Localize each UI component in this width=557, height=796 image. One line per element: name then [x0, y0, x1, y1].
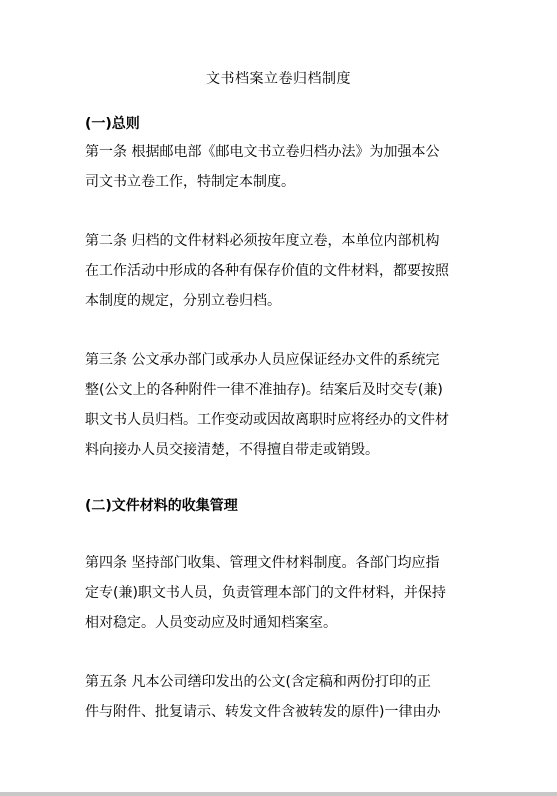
article-4-line-2: 定专(兼)职文书人员，负责管理本部门的文件材料，并保持 — [85, 585, 446, 601]
article-2-line-2: 在工作活动中形成的各种有保存价值的文件材料，都要按照 — [85, 263, 449, 279]
article-5 — [85, 667, 485, 727]
article-2-line-1: 第二条 归档的文件材料必须按年度立卷，本单位内部机构 — [85, 233, 440, 249]
article-2-line-3: 本制度的规定，分别立卷归档。 — [85, 293, 281, 309]
document-title: 文书档案立卷归档制度 — [206, 71, 351, 87]
article-3-line-3: 职文书人员归档。工作变动或因故离职时应将经办的文件材 — [85, 412, 449, 428]
article-5-line-2: 件与附件、批复请示、转发文件含被转发的原件)一律由办 — [85, 704, 441, 720]
page-bottom-border — [0, 792, 557, 796]
article-1-line-2: 司文书立卷工作，特制定本制度。 — [85, 174, 295, 190]
article-3-line-1: 第三条 公文承办部门或承办人员应保证经办文件的系统完 — [85, 352, 440, 368]
article-5-line-1: 第五条 凡本公司缮印发出的公文(含定稿和两份打印的正 — [85, 674, 431, 690]
section-heading-collection: (二)文件材料的收集管理 — [85, 498, 238, 514]
article-4-line-3: 相对稳定。人员变动应及时通知档案室。 — [85, 615, 337, 631]
article-3-line-4: 料向接办人员交接清楚，不得擅自带走或销毁。 — [85, 442, 379, 458]
article-3 — [85, 345, 485, 465]
article-4 — [85, 548, 485, 638]
article-3-line-2: 整(公文上的各种附件一律不准抽存)。结案后及时交专(兼) — [85, 382, 443, 398]
article-1 — [85, 137, 485, 197]
article-4-line-1: 第四条 坚持部门收集、管理文件材料制度。各部门均应指 — [85, 555, 440, 571]
article-2 — [85, 226, 485, 316]
article-1-line-1: 第一条 根据邮电部《邮电文书立卷归档办法》为加强本公 — [85, 144, 440, 160]
section-heading-general: (一)总则 — [85, 116, 140, 132]
